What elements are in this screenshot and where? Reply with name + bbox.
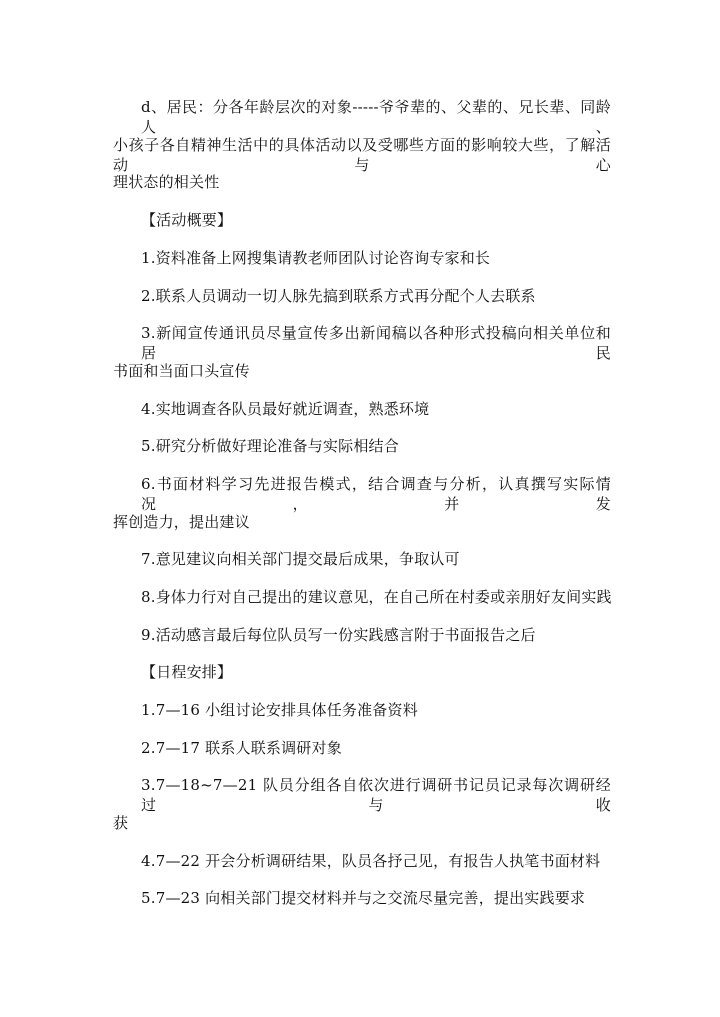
residents-line-1: d、居民：分各年龄层次的对象-----爷爷辈的、父辈的、兄长辈、同龄人、 — [141, 98, 611, 136]
overview-item: 6.书面材料学习先进报告模式，结合调查与分析，认真撰写实际情况，并发 — [141, 475, 611, 513]
schedule-item: 3.7—18~7—21 队员分组各自依次进行调研书记员记录每次调研经过与收 — [141, 776, 611, 814]
overview-item-continuation: 挥创造力，提出建议 — [113, 513, 250, 531]
schedule-item-continuation: 获 — [113, 814, 129, 832]
schedule-item: 2.7—17 联系人联系调研对象 — [141, 739, 342, 757]
overview-item: 9.活动感言最后每位队员写一份实践感言附于书面报告之后 — [141, 626, 536, 644]
overview-item: 2.联系人员调动一切人脉先搞到联系方式再分配个人去联系 — [141, 287, 536, 305]
overview-heading: 【活动概要】 — [141, 211, 233, 229]
overview-item: 8.身体力行对自己提出的建议意见，在自己所在村委或亲朋好友间实践 — [141, 588, 612, 606]
overview-item-continuation: 书面和当面口头宣传 — [113, 362, 250, 380]
overview-item: 7.意见建议向相关部门提交最后成果，争取认可 — [141, 550, 460, 568]
overview-item: 3.新闻宣传通讯员尽量宣传多出新闻稿以各种形式投稿向相关单位和居民 — [141, 324, 611, 362]
overview-item: 4.实地调查各队员最好就近调查，熟悉环境 — [141, 400, 430, 418]
schedule-heading: 【日程安排】 — [141, 663, 233, 681]
schedule-item: 4.7—22 开会分析调研结果，队员各抒己见，有报告人执笔书面材料 — [141, 852, 601, 870]
overview-item: 1.资料准备上网搜集请教老师团队讨论咨询专家和长 — [141, 249, 491, 267]
residents-line-2: 小孩子各自精神生活中的具体活动以及受哪些方面的影响较大些，了解活动与心 — [113, 136, 611, 174]
schedule-item: 5.7—23 向相关部门提交材料并与之交流尽量完善，提出实践要求 — [141, 889, 586, 907]
schedule-item: 1.7—16 小组讨论安排具体任务准备资料 — [141, 701, 418, 719]
residents-line-3: 理状态的相关性 — [113, 173, 220, 191]
overview-item: 5.研究分析做好理论准备与实际相结合 — [141, 437, 399, 455]
